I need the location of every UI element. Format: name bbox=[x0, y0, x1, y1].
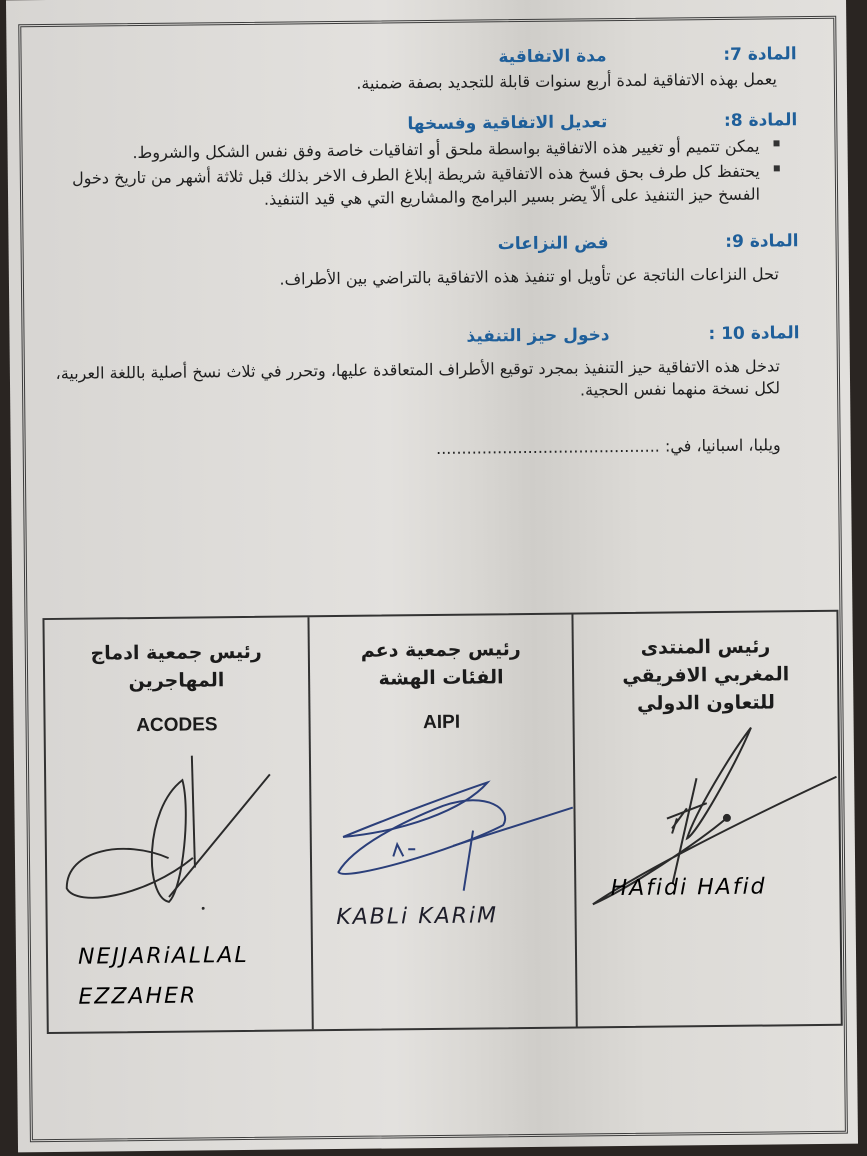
signatory-role: رئيس المنتدى المغربي الافريقي للتعاون الدولي bbox=[622, 635, 790, 715]
article-8-title: تعديل الاتفاقية وفسخها bbox=[407, 112, 608, 135]
handwritten-name: NEJJARiALLAL EZZAHER bbox=[77, 942, 249, 1010]
signature-mark-icon bbox=[311, 760, 575, 903]
article-10-body: تدخل هذه الاتفاقية حيز التنفيذ بمجرد توقيع الأطراف المتعاقدة عليها، وتحرر في ثلاث نسخ أصلية باللغة العربية، لكل نسخة منهما نفس الحجية. bbox=[55, 356, 781, 400]
bullet-square-icon bbox=[774, 165, 780, 171]
article-8-heading bbox=[37, 98, 797, 136]
article-9-number: المادة 9: bbox=[725, 231, 799, 252]
article-8-bullet-2: يحتفظ كل طرف بحق فسخ هذه الاتفاقية شريطة إبلاغ الطرف الاخر بذلك قبل ثلاثة أشهر من تاريخ دخول الفسخ حيز التنفيذ على ألاّ يضر بسير البرامج والمشاريع التي هي قيد التنفيذ. bbox=[38, 160, 760, 214]
article-10 bbox=[39, 311, 800, 407]
signature-cell-forum bbox=[572, 612, 841, 1027]
article-10-title: دخول حيز التنفيذ bbox=[466, 325, 610, 347]
signature-cell-aipi bbox=[307, 615, 576, 1030]
signatory-role: رئيس جمعية دعم الفئات الهشة bbox=[360, 638, 521, 690]
article-7-body: يعمل بهذه الاتفاقية لمدة أربع سنوات قابلة للتجديد بصفة ضمنية. bbox=[356, 69, 777, 93]
article-8 bbox=[37, 98, 798, 213]
signature-table bbox=[42, 610, 842, 1034]
article-7-number: المادة 7: bbox=[723, 44, 797, 65]
organization-acronym: AIPI bbox=[422, 711, 461, 734]
article-10-number: المادة 10 : bbox=[708, 323, 800, 345]
signature-mark-icon bbox=[46, 747, 310, 920]
article-8-bullet-1: يمكن تتميم أو تغيير هذه الاتفاقية بواسطة ملحق أو اتفاقيات خاصة وفق نفس الشكل والشروط. bbox=[37, 135, 759, 166]
article-10-heading bbox=[39, 311, 799, 349]
article-7 bbox=[36, 32, 797, 98]
document-content bbox=[36, 22, 800, 462]
handwritten-name: HAfidi HAfid bbox=[610, 874, 767, 902]
signature-cell-acodes bbox=[44, 617, 311, 1032]
article-9 bbox=[38, 219, 799, 293]
article-8-bullets bbox=[37, 134, 798, 213]
bullet-square-icon bbox=[773, 140, 779, 146]
organization-acronym: ACODES bbox=[136, 714, 218, 737]
signatory-role: رئيس جمعية ادماج المهاجرين bbox=[90, 640, 262, 693]
article-9-body: تحل النزاعات الناتجة عن تأويل او تنفيذ هذه الاتفاقية بالتراضي بين الأطراف. bbox=[279, 264, 779, 289]
place-label: ويلبا، اسبانيا، في: bbox=[664, 435, 781, 456]
article-7-heading bbox=[36, 32, 796, 70]
article-9-heading bbox=[38, 219, 798, 257]
article-9-title: فض النزاعات bbox=[497, 233, 609, 255]
article-8-number: المادة 8: bbox=[723, 110, 798, 131]
date-blank: ............................................ bbox=[435, 436, 660, 458]
handwritten-name: KABLi KARiM bbox=[336, 903, 499, 931]
document-page bbox=[6, 0, 858, 1152]
article-7-title: مدة الاتفاقية bbox=[498, 46, 607, 68]
